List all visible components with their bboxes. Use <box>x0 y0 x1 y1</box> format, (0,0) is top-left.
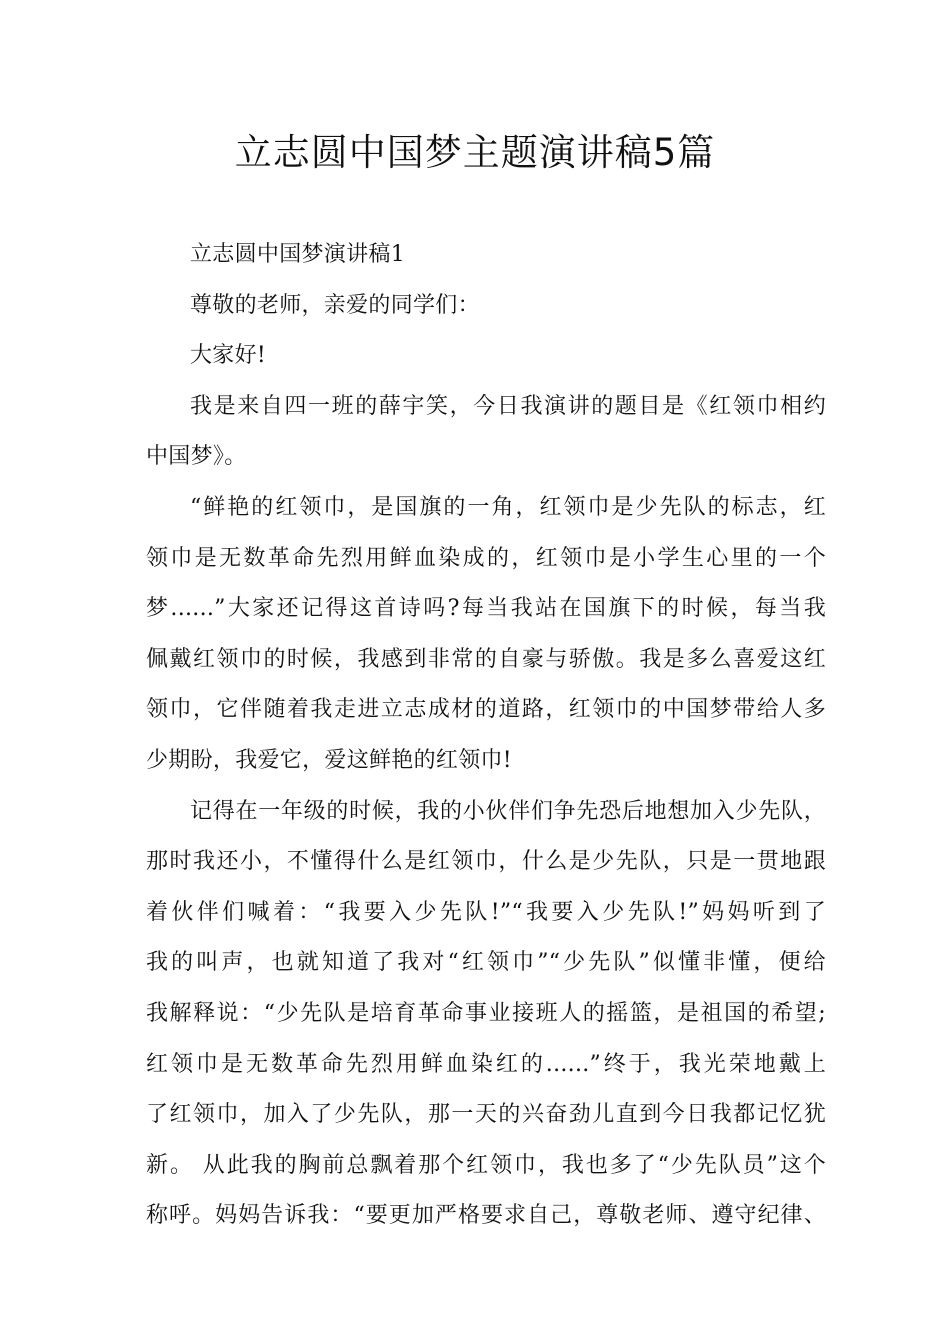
body-line: 新。 从此我的胸前总飘着那个红领巾，我也多了“少先队员”这个 <box>146 1152 826 1178</box>
body-line: 中国梦》。 <box>146 444 247 470</box>
body-line: 红领巾是无数革命先烈用鲜血染红的......”终于，我光荣地戴上 <box>146 1051 826 1077</box>
document-title: 立志圆中国梦主题演讲稿5篇 <box>234 131 716 174</box>
body-line: 梦......”大家还记得这首诗吗?每当我站在国旗下的时候，每当我 <box>146 596 826 622</box>
body-line: 那时我还小，不懂得什么是红领巾，什么是少先队，只是一贯地跟 <box>146 849 826 875</box>
body-line: 记得在一年级的时候，我的小伙伴们争先恐后地想加入少先队， <box>190 798 826 824</box>
body-line: 着伙伴们喊着：“我要入少先队!”“我要入少先队!”妈妈听到了 <box>146 899 826 925</box>
body-line: 我的叫声，也就知道了我对“红领巾”“少先队”似懂非懂，便给 <box>146 950 826 976</box>
body-line: “鲜艳的红领巾，是国旗的一角，红领巾是少先队的标志，红 <box>190 494 826 520</box>
body-line: 我解释说：“少先队是培育革命事业接班人的摇篮，是祖国的希望; <box>146 1000 826 1026</box>
body-line: 立志圆中国梦演讲稿1 <box>190 242 405 267</box>
body-line: 我是来自四一班的薛宇笑，今日我演讲的题目是《红领巾相约 <box>190 393 826 419</box>
document-body <box>146 230 826 1242</box>
body-line: 领巾，它伴随着我走进立志成材的道路，红领巾的中国梦带给人多 <box>146 697 826 723</box>
body-line: 了红领巾，加入了少先队，那一天的兴奋劲儿直到今日我都记忆犹 <box>146 1102 826 1128</box>
body-line: 领巾是无数革命先烈用鲜血染成的，红领巾是小学生心里的一个 <box>146 545 826 571</box>
body-line: 尊敬的老师，亲爱的同学们： <box>190 292 480 318</box>
body-line: 少期盼，我爱它，爱这鲜艳的红领巾! <box>146 747 512 773</box>
body-line: 称呼。妈妈告诉我：“要更加严格要求自己，尊敬老师、遵守纪律、 <box>146 1203 826 1229</box>
body-line: 佩戴红领巾的时候，我感到非常的自豪与骄傲。我是多么喜爱这红 <box>146 646 826 672</box>
body-line: 大家好! <box>190 343 267 369</box>
